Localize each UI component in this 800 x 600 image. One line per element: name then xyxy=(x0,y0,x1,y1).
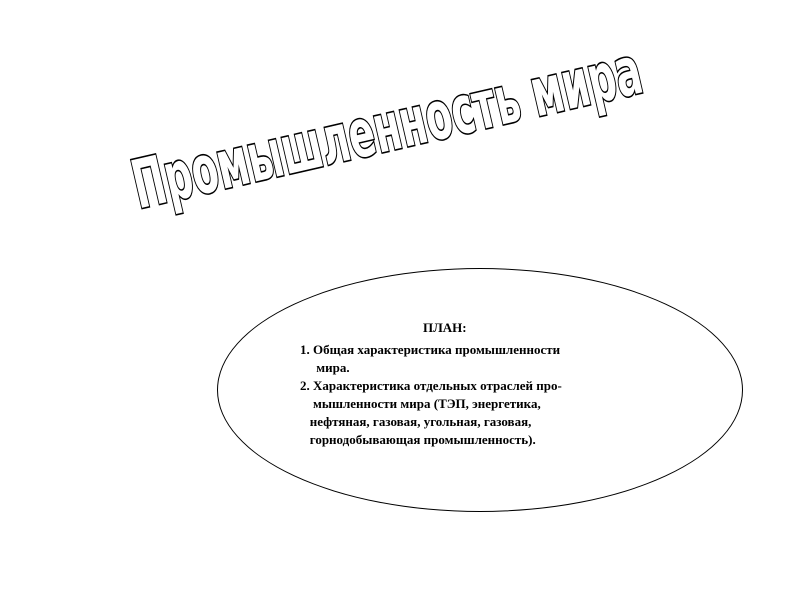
slide-title: Промышленность мира xyxy=(124,8,751,225)
title-wordart xyxy=(0,0,800,260)
plan-item-1-line-2: мира. xyxy=(300,360,350,375)
plan-item-2-line-1: 2. Характеристика отдельных отраслей про- xyxy=(300,378,562,393)
plan-heading: ПЛАН: xyxy=(423,320,467,335)
plan-item-1-line-1: 1. Общая характеристика промышленности xyxy=(300,342,561,357)
plan-item-2-line-3: нефтяная, газовая, угольная, газовая, xyxy=(300,414,532,429)
plan-item-2-line-4: горнодобывающая промышленность). xyxy=(300,432,536,447)
plan-item-2-line-2: мышленности мира (ТЭП, энергетика, xyxy=(300,396,541,411)
plan-block xyxy=(300,319,640,449)
